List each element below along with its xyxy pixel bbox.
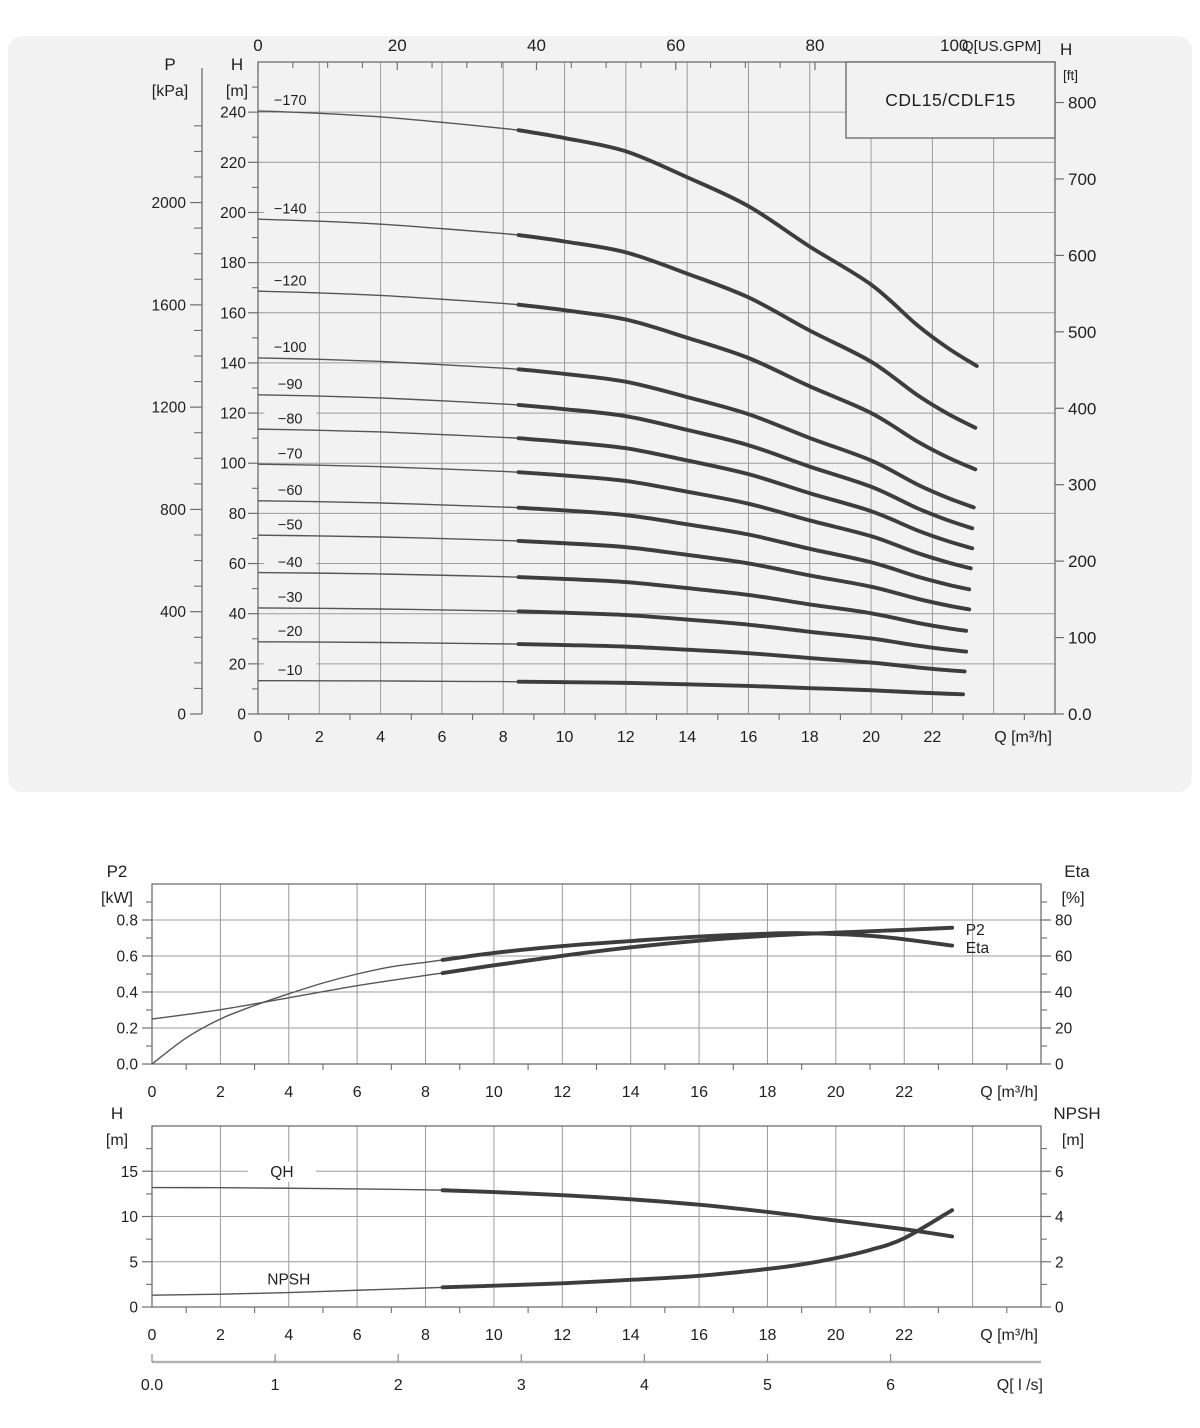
x-tick-label: 8 <box>498 729 508 746</box>
x-tick-label: 20 <box>862 729 880 746</box>
x-axis-m3h <box>148 1064 1038 1101</box>
p-axis-header: P <box>164 55 176 74</box>
x-tick-label: 0 <box>253 729 263 746</box>
x-tick-label: 14 <box>678 729 697 746</box>
left-tick-label: 5 <box>129 1254 138 1272</box>
gpm-tick-label: 0 <box>253 36 263 55</box>
h-tick-label: 20 <box>228 656 246 674</box>
left-axis-header: H <box>110 1104 124 1123</box>
x-tick-label: 4 <box>284 1084 294 1101</box>
gpm-tick-label: 40 <box>527 36 546 55</box>
series-label-p2: P2 <box>965 921 985 939</box>
x-axis-unit-label: Q [m³/h] <box>980 1084 1038 1101</box>
right-tick-label: 2 <box>1055 1254 1064 1272</box>
x-tick-label: 20 <box>826 1084 845 1101</box>
left-tick-label: 0.8 <box>116 912 138 930</box>
right-tick-label: 80 <box>1055 912 1073 930</box>
x-tick-label: 16 <box>690 1084 708 1101</box>
h-tick-label: 200 <box>220 205 246 222</box>
left-tick-label: 0.0 <box>116 1056 138 1074</box>
qh-npsh-chart <box>106 1104 1101 1394</box>
model-label: CDL15/CDLF15 <box>885 90 1016 110</box>
left-tick-label: 0 <box>129 1299 138 1317</box>
x-tick-label: 12 <box>616 729 635 746</box>
lps-axis <box>141 1354 1043 1394</box>
p-tick-label: 400 <box>160 604 186 622</box>
h-tick-label: 180 <box>220 255 246 273</box>
x-tick-label: 2 <box>215 1327 225 1344</box>
left-tick-label: 0.6 <box>116 948 138 966</box>
x-tick-label: 14 <box>621 1327 640 1344</box>
x-axis-unit-label: Q [m³/h] <box>994 729 1052 746</box>
curve-npsh-thin <box>152 1287 443 1295</box>
x-tick-label: 2 <box>215 1084 225 1101</box>
stage-curve-label: −90 <box>277 377 303 393</box>
stage-curve-label: −120 <box>273 273 307 290</box>
curve-qh-thin <box>152 1188 443 1191</box>
left-tick-label: 0.4 <box>116 984 138 1002</box>
curve-p2-thin <box>152 973 443 1019</box>
right-tick-label: 0 <box>1055 1299 1064 1317</box>
gpm-tick-label: 100 <box>940 36 969 55</box>
p-tick-label: 0 <box>177 706 186 724</box>
x-tick-label: 12 <box>553 1327 572 1344</box>
curve-npsh-bold <box>443 1210 952 1287</box>
h-tick-label: 80 <box>228 505 246 523</box>
h-tick-label: 160 <box>220 305 246 323</box>
stage-curve-label: −140 <box>273 201 307 218</box>
curve-eta-thin <box>152 960 443 1064</box>
series-label-eta: Eta <box>965 939 990 957</box>
x-tick-label: 22 <box>923 729 942 746</box>
left-tick-label: 15 <box>120 1163 138 1181</box>
ft-tick-label: 600 <box>1068 246 1097 266</box>
p-tick-label: 1600 <box>151 297 186 315</box>
right-tick-label: 60 <box>1055 948 1073 966</box>
ft-tick-label: 100 <box>1068 628 1097 648</box>
stage-curve-label: −20 <box>277 624 303 640</box>
x-tick-label: 0 <box>147 1084 157 1101</box>
stage-curve-label: −70 <box>277 446 303 463</box>
x-tick-label: 22 <box>895 1327 914 1344</box>
p-tick-label: 1200 <box>151 399 186 417</box>
ft-tick-label: 800 <box>1068 93 1097 113</box>
h-axis-header: H <box>230 55 244 74</box>
right-axis-header: Eta <box>1064 862 1090 881</box>
right-tick-label: 4 <box>1055 1209 1064 1226</box>
h-tick-label: 220 <box>220 154 246 172</box>
p-tick-label: 800 <box>160 501 186 519</box>
stage-curve-label: −50 <box>277 517 303 534</box>
power-efficiency-chart-curves <box>152 928 952 1064</box>
power-efficiency-chart-left-axis <box>101 862 152 1074</box>
x-tick-label: 20 <box>826 1327 845 1344</box>
qh-npsh-chart-right-axis <box>1041 1104 1101 1317</box>
gpm-tick-label: 80 <box>805 36 825 55</box>
x-axis-m3h <box>148 1307 1038 1344</box>
p-tick-label: 2000 <box>151 195 186 213</box>
series-label-qh: QH <box>270 1164 294 1182</box>
h-tick-label: 40 <box>228 606 246 624</box>
right-axis-header: NPSH <box>1053 1104 1101 1123</box>
h-tick-label: 0 <box>237 706 246 724</box>
x-tick-label: 8 <box>421 1084 430 1101</box>
x-tick-label: 10 <box>485 1327 503 1344</box>
x-tick-label: 6 <box>352 1084 362 1101</box>
x-tick-label: 10 <box>555 729 574 746</box>
qh-npsh-chart-left-axis <box>106 1104 152 1317</box>
model-label-box <box>846 62 1055 138</box>
x-tick-label: 16 <box>739 729 758 746</box>
right-tick-label: 20 <box>1055 1020 1073 1038</box>
power-efficiency-chart <box>101 862 1090 1101</box>
x-tick-label: 6 <box>352 1327 362 1344</box>
x-tick-label: 4 <box>284 1327 294 1344</box>
x-tick-label: 4 <box>376 729 386 746</box>
h-tick-label: 240 <box>220 104 246 122</box>
lps-tick-label: 6 <box>886 1377 896 1394</box>
stage-curve-label: −100 <box>273 340 307 357</box>
x-tick-label: 18 <box>758 1084 777 1101</box>
main-qh-chart <box>8 36 1192 792</box>
x-tick-label: 0 <box>147 1327 157 1344</box>
gpm-axis-unit-label: Q[US.GPM] <box>962 38 1042 55</box>
ft-tick-label: 0.0 <box>1068 705 1092 724</box>
right-tick-label: 40 <box>1055 984 1073 1002</box>
x-tick-label: 18 <box>758 1327 777 1344</box>
x-tick-label: 22 <box>895 1084 914 1101</box>
curve-qh-bold <box>443 1190 952 1236</box>
x-tick-label: 8 <box>421 1327 430 1344</box>
x-tick-label: 6 <box>437 729 447 746</box>
gpm-tick-label: 60 <box>666 36 686 55</box>
ft-axis-header: H <box>1060 40 1073 59</box>
series-label-npsh: NPSH <box>267 1271 311 1289</box>
left-tick-label: 10 <box>120 1209 138 1226</box>
lps-tick-label: 5 <box>763 1377 772 1394</box>
ft-axis-unit: [ft] <box>1063 68 1079 83</box>
x-axis-unit-label: Q [m³/h] <box>980 1327 1038 1344</box>
x-tick-label: 16 <box>690 1327 708 1344</box>
lps-tick-label: 0.0 <box>140 1377 164 1394</box>
h-tick-label: 100 <box>220 455 246 473</box>
right-tick-label: 6 <box>1055 1163 1064 1181</box>
left-tick-label: 0.2 <box>116 1020 138 1038</box>
lps-tick-label: 4 <box>639 1377 649 1394</box>
ft-tick-label: 300 <box>1068 475 1097 495</box>
right-tick-label: 0 <box>1055 1056 1064 1074</box>
ft-tick-label: 500 <box>1068 322 1097 342</box>
gpm-tick-label: 20 <box>387 36 407 55</box>
h-tick-label: 120 <box>220 405 246 423</box>
lps-axis-unit-label: Q[ l /s] <box>996 1377 1043 1394</box>
x-tick-label: 12 <box>553 1084 572 1101</box>
x-tick-label: 14 <box>621 1084 640 1101</box>
gridlines <box>152 884 1041 1064</box>
lps-tick-label: 1 <box>270 1377 280 1394</box>
lps-tick-label: 2 <box>393 1377 403 1394</box>
x-tick-label: 10 <box>485 1084 503 1101</box>
left-axis-unit: [m] <box>105 1132 129 1149</box>
p-axis-unit: [kPa] <box>151 83 189 100</box>
stage-curve-label: −170 <box>273 93 307 110</box>
ft-tick-label: 200 <box>1068 552 1097 572</box>
left-axis-header: P2 <box>106 862 128 881</box>
lps-tick-label: 3 <box>516 1377 526 1394</box>
left-axis-unit: [kW] <box>101 890 133 907</box>
right-axis-unit: [m] <box>1061 1132 1085 1149</box>
stage-curve-label: −30 <box>277 590 303 607</box>
stage-curve-label: −60 <box>277 483 303 500</box>
ft-tick-label: 700 <box>1068 170 1097 189</box>
ft-tick-label: 400 <box>1068 399 1097 419</box>
x-tick-label: 2 <box>314 729 324 746</box>
right-axis-unit: [%] <box>1061 890 1085 907</box>
h-axis-unit: [m] <box>225 83 249 100</box>
stage-curve-label: −40 <box>277 554 303 571</box>
x-tick-label: 18 <box>800 729 819 746</box>
stage-curve-label: −10 <box>277 662 303 679</box>
power-efficiency-chart-right-axis <box>1041 862 1090 1074</box>
stage-curve-label: −80 <box>277 411 303 428</box>
h-tick-label: 60 <box>228 556 246 573</box>
h-tick-label: 140 <box>220 355 246 373</box>
plot-border <box>152 884 1041 1064</box>
